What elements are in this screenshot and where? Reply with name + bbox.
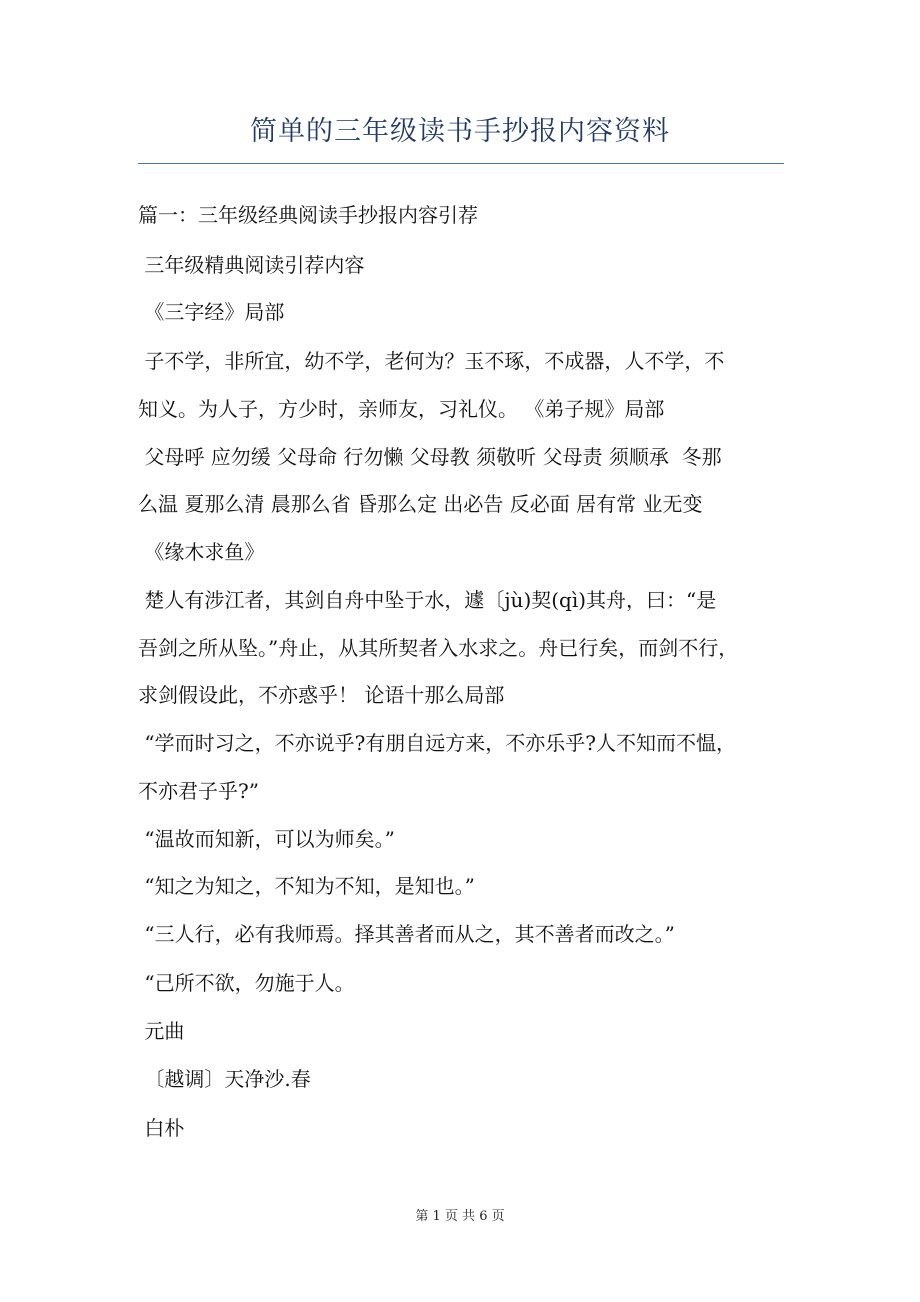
body-line: “学而时习之，不亦说乎?有朋自远方来，不亦乐乎?人不知而不愠， — [138, 731, 737, 755]
body-line: “温故而知新，可以为师矣。” — [138, 827, 395, 851]
body-line: 元曲 — [138, 1019, 185, 1043]
body-line: “知之为知之，不知为不知，是知也。” — [138, 874, 475, 898]
body-line: 父母呼 应勿缓 父母命 行勿懒 父母教 须敬听 父母责 须顺承 冬那 — [138, 445, 722, 469]
title-underline — [138, 163, 784, 164]
body-line: 《三字经》局部 — [138, 300, 285, 324]
body-line: 么温 夏那么清 晨那么省 昏那么定 出必告 反必面 居有常 业无变 — [138, 492, 703, 516]
body-line: 求剑假设此，不亦惑乎！ 论语十那么局部 — [138, 683, 505, 707]
body-line: 楚人有涉江者，其剑自舟中坠于水，遽〔jù)契(qì)其舟，曰：“是 — [138, 588, 717, 612]
page-footer: 第 1 页 共 6 页 — [415, 1209, 505, 1224]
document-title: 简单的三年级读书手抄报内容资料 — [250, 116, 670, 147]
body-line: “三人行，必有我师焉。择其善者而从之，其不善者而改之。” — [138, 922, 675, 946]
body-line: 篇一：三年级经典阅读手抄报内容引荐 — [138, 203, 478, 227]
body-line: 《缘木求鱼》 — [138, 540, 265, 564]
body-line: 白朴 — [138, 1116, 185, 1140]
body-line: 不亦君子乎?” — [138, 779, 259, 803]
body-line: 子不学，非所宜，幼不学，老何为？玉不琢，不成器，人不学，不 — [138, 349, 725, 373]
body-line: “己所不欲，勿施于人。 — [138, 971, 355, 995]
body-line: 三年级精典阅读引荐内容 — [138, 253, 365, 277]
body-line: 〔越调〕天净沙.春 — [138, 1067, 311, 1091]
body-line: 吾剑之所从坠。”舟止，从其所契者入水求之。舟已行矣，而剑不行， — [138, 636, 739, 660]
body-line: 知义。为人子，方少时，亲师友，习礼仪。 《弟子规》局部 — [138, 397, 665, 421]
